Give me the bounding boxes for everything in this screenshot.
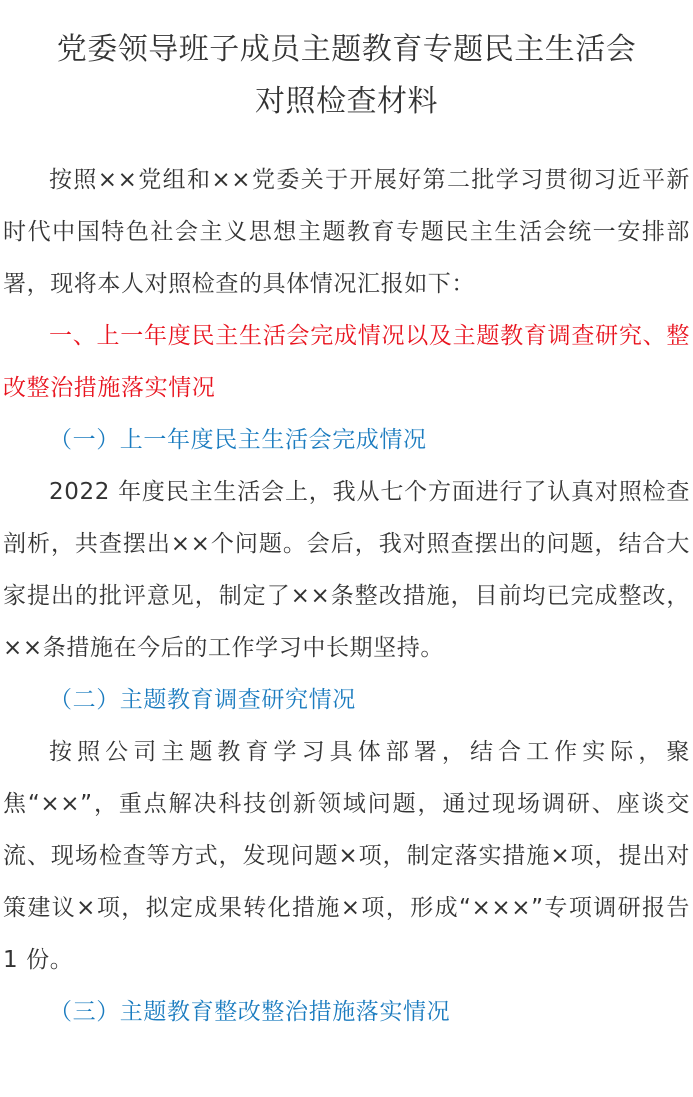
body-paragraph-2: 按照公司主题教育学习具体部署，结合工作实际，聚焦“××”，重点解决科技创新领域问题，通过现场调研、座谈交流、现场检查等方式，发现问题×项，制定落实措施×项，提出对策建议×项，拟定成果转化措施×项，形成“×××”专项调研报告 1 份。	[3, 739, 690, 973]
subsection-heading-1: （一）上一年度民主生活会完成情况	[49, 427, 427, 453]
subsection-heading-3: （三）主题教育整改整治措施落实情况	[49, 999, 451, 1025]
title-line-2: 对照检查材料	[255, 84, 438, 119]
intro-paragraph: 按照××党组和××党委关于开展好第二批学习贯彻习近平新时代中国特色社会主义思想主题教育专题民主生活会统一安排部署，现将本人对照检查的具体情况汇报如下：	[3, 167, 690, 297]
subsection-heading-2: （二）主题教育调查研究情况	[49, 687, 356, 713]
section-heading-1: 一、上一年度民主生活会完成情况以及主题教育调查研究、整改整治措施落实情况	[3, 323, 690, 401]
body-paragraph-1: 2022 年度民主生活会上，我从七个方面进行了认真对照检查剖析，共查摆出××个问题。会后，我对照查摆出的问题，结合大家提出的批评意见，制定了××条整改措施，目前均已完成整改，××条措施在今后的工作学习中长期坚持。	[3, 479, 690, 661]
title-line-1: 党委领导班子成员主题教育专题民主生活会	[56, 32, 637, 67]
document-title	[3, 24, 690, 128]
